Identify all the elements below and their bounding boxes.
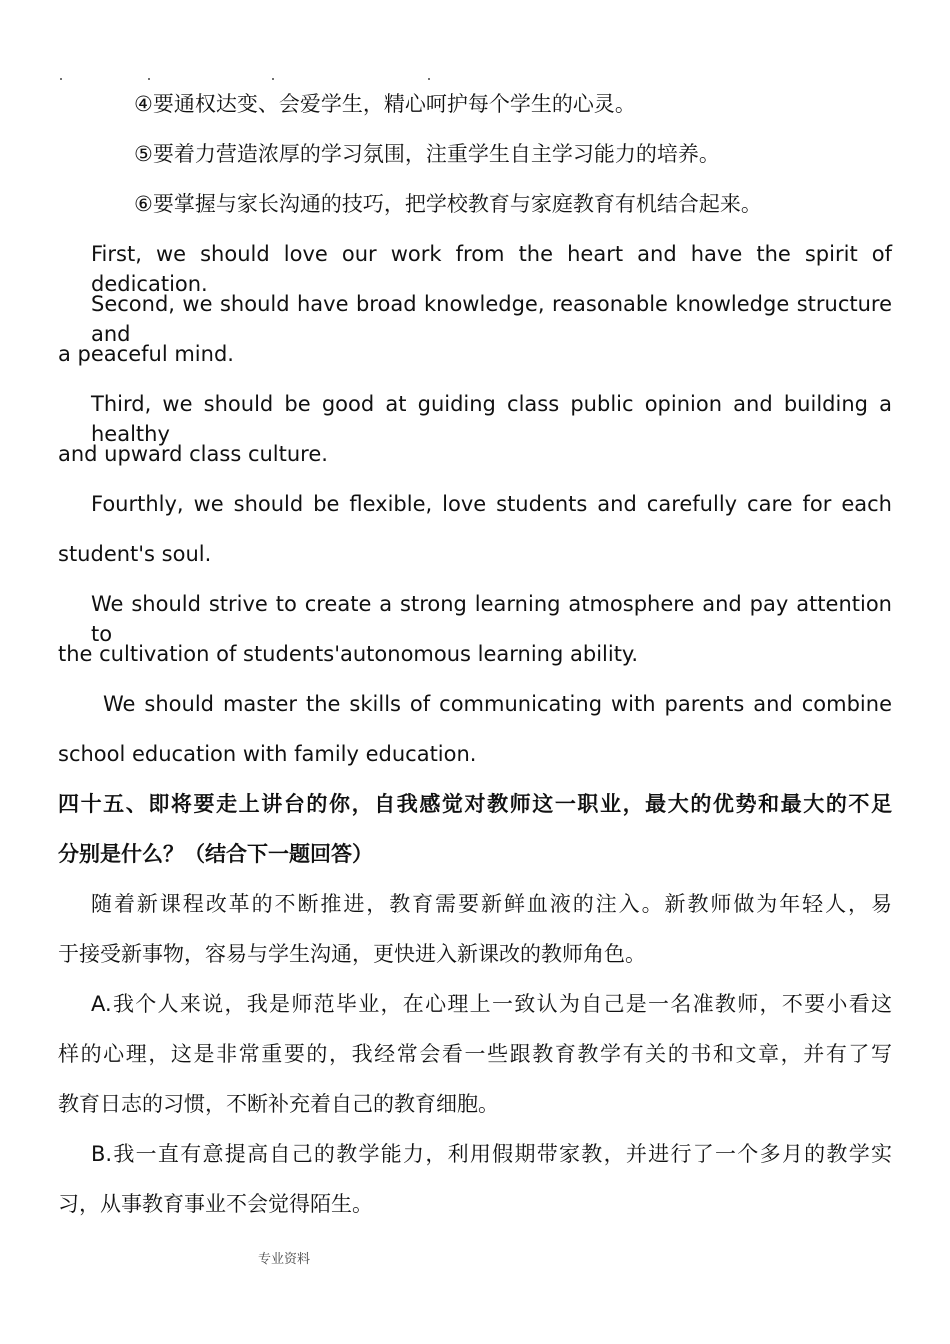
answer-intro: 随着新课程改革的不断推进，教育需要新鲜血液的注入。新教师做为年轻人，易 — [91, 892, 892, 916]
english-line-fifth-cont: the cultivation of students'autonomous learning ability. — [58, 642, 639, 666]
english-line-fourth: Fourthly, we should be flexible, love students and carefully care for each — [91, 492, 892, 516]
english-line-second-cont: a peaceful mind. — [58, 342, 234, 366]
answer-point-a-cont1: 样的心理，这是非常重要的，我经常会看一些跟教育教学有关的书和文章，并有了写 — [58, 1042, 892, 1066]
list-item-6: ⑥要掌握与家长沟通的技巧，把学校教育与家庭教育有机结合起来。 — [134, 192, 762, 216]
english-line-first: First, we should love our work from the heart and have the spirit of dedication. — [91, 242, 892, 296]
question-heading-cont: 分别是什么？（结合下一题回答） — [58, 842, 373, 866]
english-line-sixth: We should master the skills of communicating with parents and combine — [103, 692, 892, 716]
english-line-second: Second, we should have broad knowledge, reasonable knowledge structure and — [91, 292, 892, 346]
english-line-third-cont: and upward class culture. — [58, 442, 328, 466]
list-item-4: ④要通权达变、会爱学生，精心呵护每个学生的心灵。 — [134, 92, 636, 116]
english-line-fourth-cont: student's soul. — [58, 542, 212, 566]
page-footer: 专业资料 — [258, 1252, 311, 1267]
answer-point-a: A.我个人来说，我是师范毕业，在心理上一致认为自己是一名准教师，不要小看这 — [91, 992, 892, 1016]
answer-intro-cont: 于接受新事物，容易与学生沟通，更快进入新课改的教师角色。 — [58, 942, 646, 966]
header-dot — [148, 78, 150, 80]
english-line-fifth: We should strive to create a strong learning atmosphere and pay attention to — [91, 592, 892, 646]
answer-point-b: B.我一直有意提高自己的教学能力，利用假期带家教，并进行了一个多月的教学实 — [91, 1142, 892, 1166]
question-heading: 四十五、即将要走上讲台的你，自我感觉对教师这一职业，最大的优势和最大的不足 — [58, 792, 892, 816]
list-item-5: ⑤要着力营造浓厚的学习氛围，注重学生自主学习能力的培养。 — [134, 142, 720, 166]
header-dot — [428, 78, 430, 80]
header-dot — [60, 78, 62, 80]
english-line-third: Third, we should be good at guiding class public opinion and building a healthy — [91, 392, 892, 446]
english-line-sixth-cont: school education with family education. — [58, 742, 477, 766]
answer-point-a-cont2: 教育日志的习惯，不断补充着自己的教育细胞。 — [58, 1092, 499, 1116]
answer-point-b-cont: 习，从事教育事业不会觉得陌生。 — [58, 1192, 373, 1216]
header-dot — [272, 78, 274, 80]
header-dots — [0, 78, 950, 86]
